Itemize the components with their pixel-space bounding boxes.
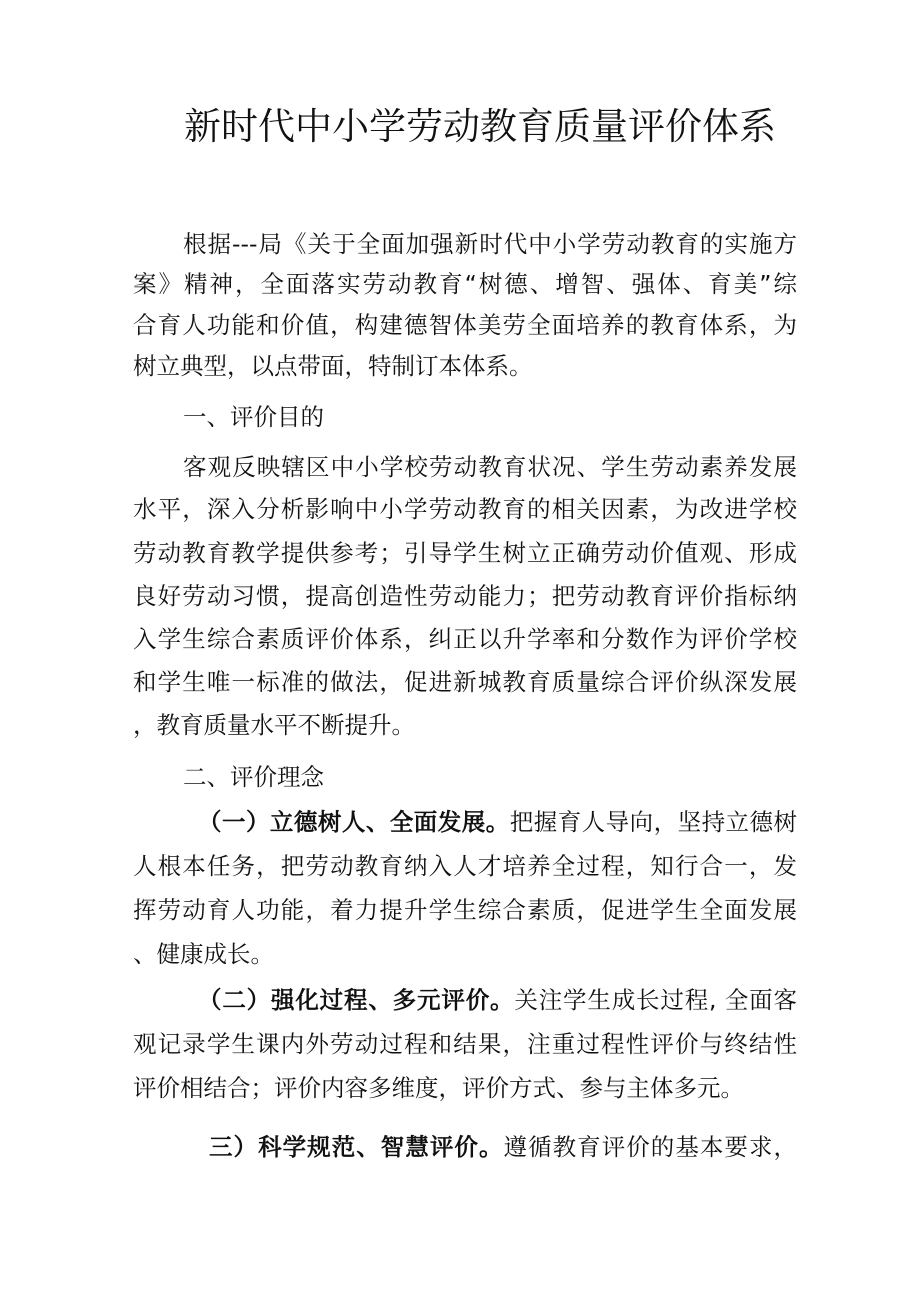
item1-line-4: 、健康成长。 (133, 940, 274, 968)
item2-lead: （二）强化过程、多元评价。 (198, 986, 515, 1014)
item1-first-rest: 把握育人导向，坚持立德树 (509, 808, 798, 836)
item2-line-2: 观记录学生课内外劳动过程和结果，注重过程性评价与终结性 (133, 1030, 797, 1058)
section-heading-philosophy: 二、评价理念 (183, 763, 324, 791)
intro-line-1: 根据---局《关于全面加强新时代中小学劳动教育的实施方 (183, 230, 797, 258)
item3-lead: 三）科学规范、智慧评价。 (209, 1133, 504, 1161)
item2-line-3: 评价相结合；评价内容多维度，评价方式、参与主体多元。 (133, 1074, 744, 1102)
purpose-line-2: 水平，深入分析影响中小学劳动教育的相关因素，为改进学校 (133, 495, 797, 523)
purpose-line-5: 入学生综合素质评价体系，纠正以升学率和分数作为评价学校 (133, 625, 797, 653)
item1-line-2: 人根本任务，把劳动教育纳入人才培养全过程，知行合一，发 (133, 852, 797, 880)
intro-line-3: 合育人功能和价值，构建德智体美劳全面培养的教育体系，为 (133, 311, 797, 339)
purpose-line-3: 劳动教育教学提供参考；引导学生树立正确劳动价值观、形成 (133, 539, 797, 567)
intro-line-4: 树立典型，以点带面，特制订本体系。 (133, 352, 533, 380)
item1-first-line (198, 802, 797, 842)
item2-first-line (198, 980, 797, 1020)
purpose-line-7: ，教育质量水平不断提升。 (133, 711, 415, 739)
item1-lead: （一）立德树人、全面发展。 (198, 808, 510, 836)
item3-first-line (209, 1127, 797, 1167)
item2-first-rest: 关注学生成长过程, 全面客 (514, 986, 797, 1014)
item1-line-3: 挥劳动育人功能，着力提升学生综合素质，促进学生全面发展 (133, 896, 797, 924)
document-title: 新时代中小学劳动教育质量评价体系 (184, 105, 776, 148)
purpose-line-4: 良好劳动习惯，提高创造性劳动能力；把劳动教育评价指标纳 (133, 582, 797, 610)
purpose-line-1: 客观反映辖区中小学校劳动教育状况、学生劳动素养发展 (183, 453, 797, 481)
purpose-line-6: 和学生唯一标准的做法，促进新城教育质量综合评价纵深发展 (133, 668, 797, 696)
section-heading-purpose: 一、评价目的 (183, 403, 324, 431)
intro-line-2: 案》精神，全面落实劳动教育“树德、增智、强体、育美”综 (133, 270, 797, 298)
item3-first-rest: 遵循教育评价的基本要求， (503, 1133, 798, 1161)
